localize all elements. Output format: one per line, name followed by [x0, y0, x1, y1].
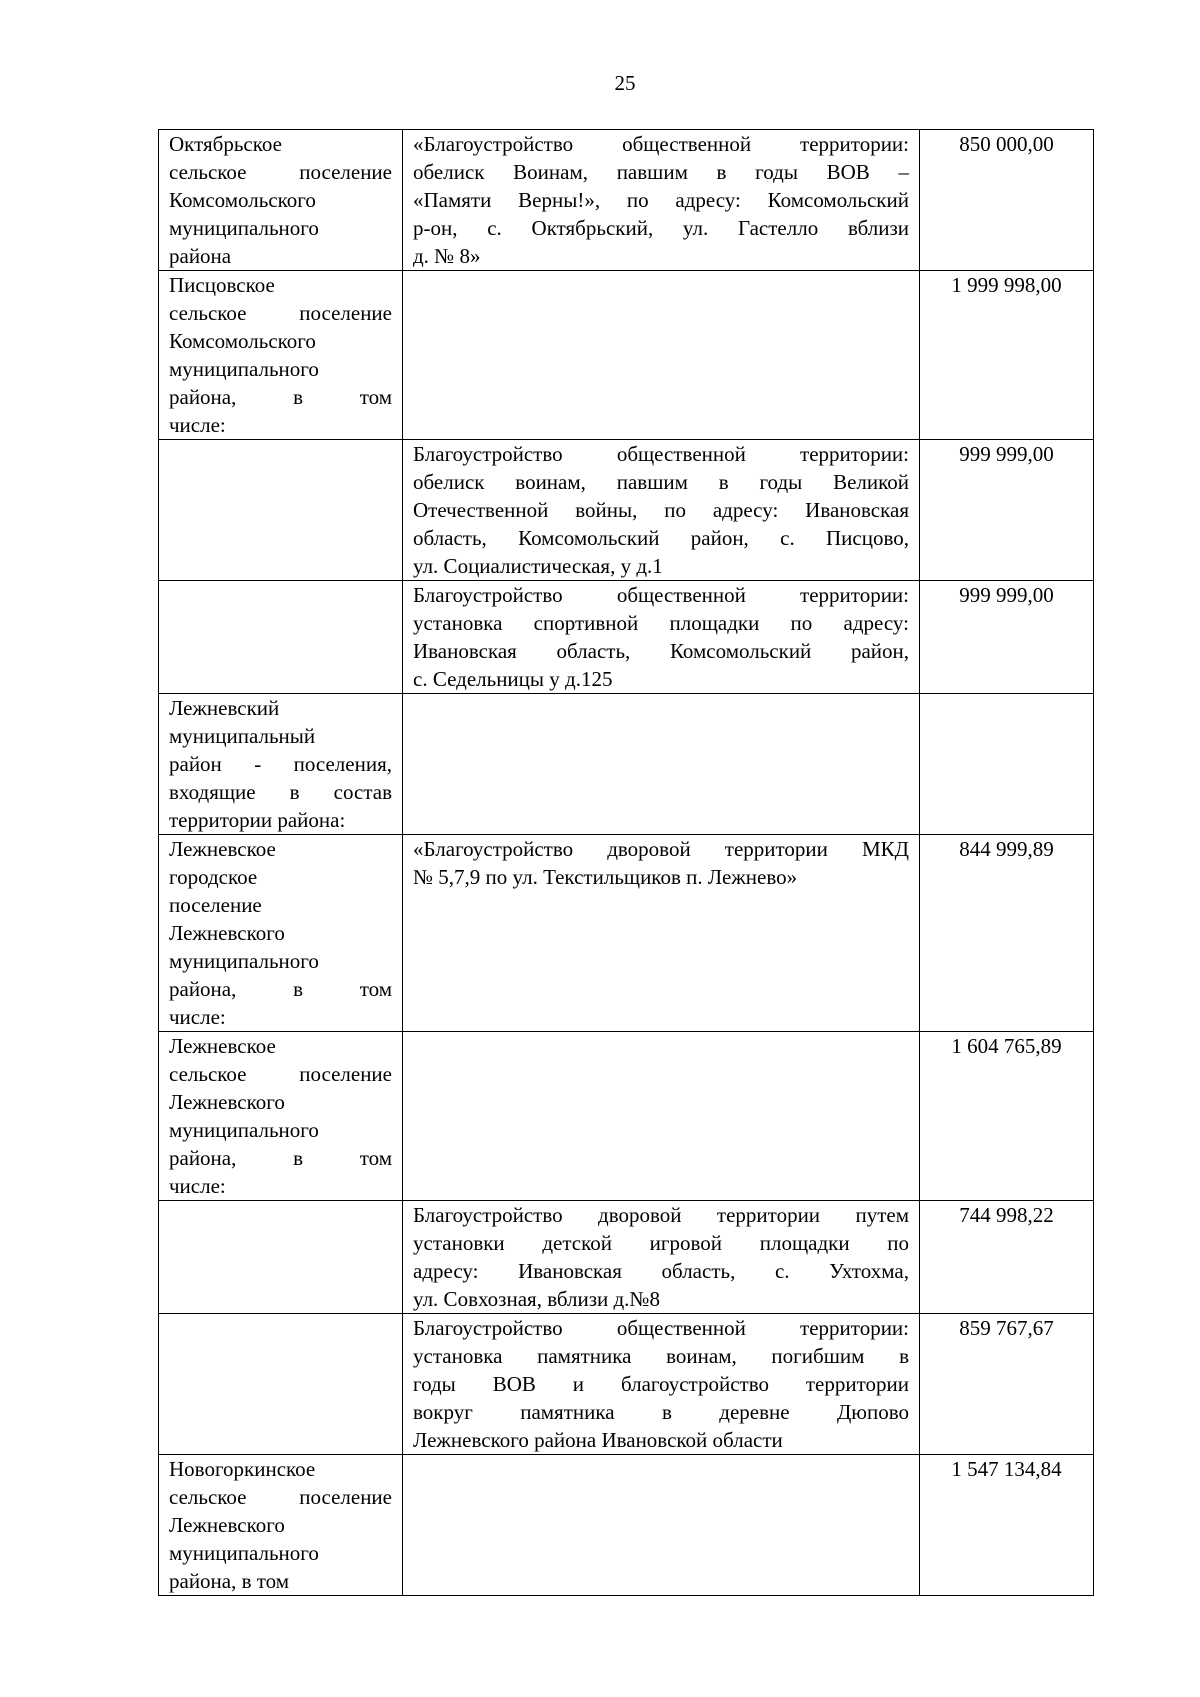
cell-line: с. Седельницы у д.125 [413, 667, 613, 691]
cell-line: д. № 8» [413, 244, 481, 268]
municipality-cell [159, 694, 403, 835]
project-description-cell [403, 1201, 920, 1314]
project-description-cell [403, 271, 920, 440]
cell-line: муниципального [169, 216, 319, 240]
cell-line: установки детской игровой площадки по [413, 1231, 909, 1255]
cell-line: городское [169, 865, 258, 889]
cell-line: район - поселения, [169, 752, 392, 776]
cell-line: Комсомольского [169, 329, 316, 353]
table-row [159, 1314, 1094, 1455]
cell-line: сельское поселение [169, 1062, 392, 1086]
table-row [159, 1201, 1094, 1314]
cell-line: р-он, с. Октябрьский, ул. Гастелло вблизи [413, 216, 909, 240]
cell-line: № 5,7,9 по ул. Текстильщиков п. Лежнево» [413, 865, 798, 889]
cell-line: Благоустройство общественной территории: [413, 1316, 909, 1340]
cell-line: муниципального [169, 1118, 319, 1142]
cell-line: обелиск Воинам, павшим в годы ВОВ – [413, 160, 909, 184]
cell-line: района [169, 244, 232, 268]
cell-line: сельское поселение [169, 160, 392, 184]
cell-line: сельское поселение [169, 301, 392, 325]
amount-cell: 999 999,00 [920, 440, 1094, 581]
amount-cell: 1 604 765,89 [920, 1032, 1094, 1201]
cell-line: муниципального [169, 1541, 319, 1565]
cell-line: Отечественной войны, по адресу: Ивановская [413, 498, 909, 522]
cell-line: числе: [169, 1174, 226, 1198]
table-row [159, 1455, 1094, 1596]
municipality-cell [159, 271, 403, 440]
municipality-cell [159, 440, 403, 581]
page-number: 25 [614, 71, 636, 95]
cell-line: Октябрьское [169, 132, 282, 156]
table-row [159, 271, 1094, 440]
amount-cell: 999 999,00 [920, 581, 1094, 694]
cell-line: района, в том [169, 385, 392, 409]
allocation-table [158, 129, 1094, 1596]
cell-line: района, в том [169, 1569, 290, 1593]
project-description-cell [403, 581, 920, 694]
table-row [159, 440, 1094, 581]
municipality-cell [159, 1455, 403, 1596]
cell-line: Ивановская область, Комсомольский район, [413, 639, 909, 663]
project-description-cell [403, 130, 920, 271]
cell-line: Комсомольского [169, 188, 316, 212]
cell-line: годы ВОВ и благоустройство территории [413, 1372, 909, 1396]
amount-cell: 1 999 998,00 [920, 271, 1094, 440]
project-description-cell [403, 835, 920, 1032]
cell-line: района, в том [169, 1146, 392, 1170]
cell-line: Лежневского [169, 921, 285, 945]
cell-line: «Памяти Верны!», по адресу: Комсомольский [413, 188, 909, 212]
cell-line: территории района: [169, 808, 346, 832]
cell-line: Благоустройство общественной территории: [413, 442, 909, 466]
cell-line: обелиск воинам, павшим в годы Великой [413, 470, 909, 494]
municipality-cell [159, 1201, 403, 1314]
cell-line: адресу: Ивановская область, с. Ухтохма, [413, 1259, 909, 1283]
cell-line: муниципальный [169, 724, 316, 748]
table-row [159, 835, 1094, 1032]
table-row [159, 694, 1094, 835]
amount-cell: 850 000,00 [920, 130, 1094, 271]
cell-line: числе: [169, 1005, 226, 1029]
cell-line: вокруг памятника в деревне Дюпово [413, 1400, 909, 1424]
project-description-cell [403, 694, 920, 835]
cell-line: «Благоустройство дворовой территории МКД [413, 837, 909, 861]
municipality-cell [159, 581, 403, 694]
cell-line: установка памятника воинам, погибшим в [413, 1344, 909, 1368]
cell-line: ул. Социалистическая, у д.1 [413, 554, 663, 578]
table-row [159, 1032, 1094, 1201]
cell-line: поселение [169, 893, 262, 917]
cell-line: Новогоркинское [169, 1457, 316, 1481]
amount-cell: 844 999,89 [920, 835, 1094, 1032]
cell-line: муниципального [169, 357, 319, 381]
cell-line: ул. Совхозная, вблизи д.№8 [413, 1287, 660, 1311]
cell-line: Лежневского [169, 1513, 285, 1537]
cell-line: область, Комсомольский район, с. Писцово, [413, 526, 909, 550]
cell-line: Лежневское [169, 837, 276, 861]
cell-line: района, в том [169, 977, 392, 1001]
cell-line: Лежневское [169, 1034, 276, 1058]
municipality-cell [159, 130, 403, 271]
cell-line: Лежневский [169, 696, 280, 720]
cell-line: установка спортивной площадки по адресу: [413, 611, 909, 635]
table-row [159, 581, 1094, 694]
amount-cell [920, 694, 1094, 835]
cell-line: Лежневского [169, 1090, 285, 1114]
cell-line: Благоустройство дворовой территории путем [413, 1203, 909, 1227]
cell-line: Благоустройство общественной территории: [413, 583, 909, 607]
cell-line: муниципального [169, 949, 319, 973]
amount-cell: 1 547 134,84 [920, 1455, 1094, 1596]
municipality-cell [159, 1314, 403, 1455]
cell-line: числе: [169, 413, 226, 437]
cell-line: входящие в состав [169, 780, 392, 804]
amount-cell: 744 998,22 [920, 1201, 1094, 1314]
amount-cell: 859 767,67 [920, 1314, 1094, 1455]
project-description-cell [403, 1455, 920, 1596]
cell-line: «Благоустройство общественной территории: [413, 132, 909, 156]
municipality-cell [159, 835, 403, 1032]
cell-line: Писцовское [169, 273, 275, 297]
cell-line: Лежневского района Ивановской области [413, 1428, 783, 1452]
municipality-cell [159, 1032, 403, 1201]
project-description-cell [403, 1032, 920, 1201]
project-description-cell [403, 1314, 920, 1455]
cell-line: сельское поселение [169, 1485, 392, 1509]
project-description-cell [403, 440, 920, 581]
table-row [159, 130, 1094, 271]
